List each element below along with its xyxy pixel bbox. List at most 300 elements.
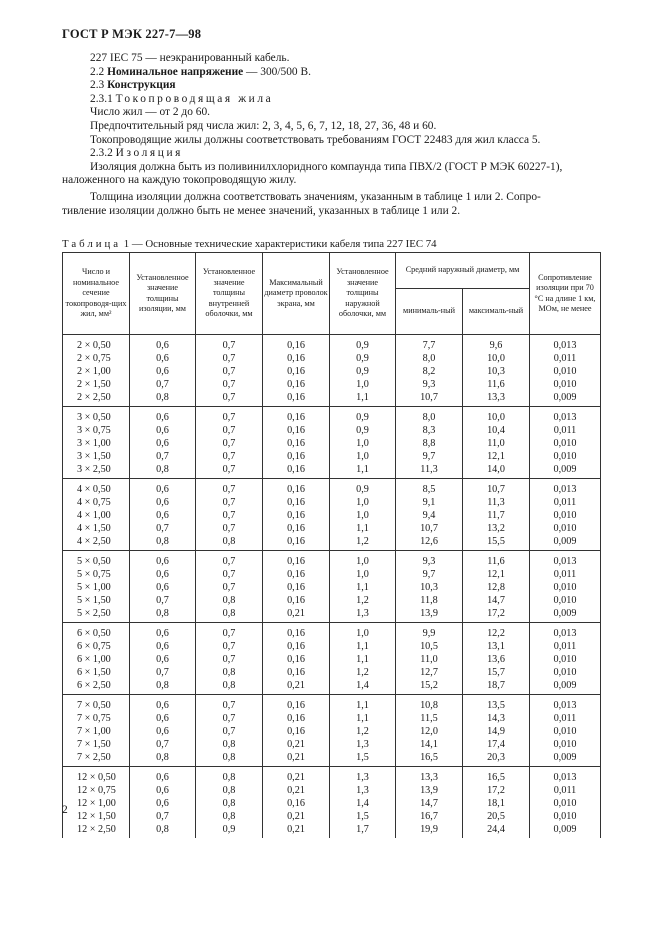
table-cell: 0,7 xyxy=(130,737,196,750)
paragraph-line: Токопроводящие жилы должны соответствовать требованиям ГОСТ 22483 для жил класса 5. xyxy=(90,133,541,146)
table-cell: 1,2 xyxy=(330,665,396,678)
table-cell: 0,7 xyxy=(130,377,196,390)
table-row xyxy=(63,623,601,640)
table-cell: 0,7 xyxy=(196,639,263,652)
table-row xyxy=(63,567,601,580)
table-cell: 0,8 xyxy=(130,750,196,767)
table-cell: 0,013 xyxy=(530,623,601,640)
table-row xyxy=(63,822,601,838)
table-cell: 5 × 0,75 xyxy=(63,567,130,580)
table-cell: 12 × 1,50 xyxy=(63,809,130,822)
table-cell: 12,8 xyxy=(463,580,530,593)
table-cell: 0,6 xyxy=(130,724,196,737)
table-cell: 0,16 xyxy=(263,364,330,377)
table-cell: 0,16 xyxy=(263,351,330,364)
table-cell: 8,2 xyxy=(396,364,463,377)
table-cell: 10,8 xyxy=(396,695,463,712)
table-cell: 0,8 xyxy=(196,593,263,606)
table-cell: 13,2 xyxy=(463,521,530,534)
table-cell: 6 × 1,50 xyxy=(63,665,130,678)
table-cell: 0,013 xyxy=(530,407,601,424)
table-cell: 0,8 xyxy=(130,822,196,838)
table-cell: 0,011 xyxy=(530,495,601,508)
table-row xyxy=(63,534,601,551)
table-cell: 0,16 xyxy=(263,495,330,508)
table-cell: 1,0 xyxy=(330,436,396,449)
table-cell: 0,21 xyxy=(263,822,330,838)
table-cell: 8,5 xyxy=(396,479,463,496)
table-row xyxy=(63,508,601,521)
table-cell: 14,1 xyxy=(396,737,463,750)
table-cell: 14,0 xyxy=(463,462,530,479)
table-cell: 4 × 0,75 xyxy=(63,495,130,508)
table-cell: 0,9 xyxy=(330,407,396,424)
table-cell: 14,3 xyxy=(463,711,530,724)
table-cell: 5 × 1,50 xyxy=(63,593,130,606)
table-cell: 10,7 xyxy=(463,479,530,496)
header-min: минималь-ный xyxy=(396,289,463,335)
table-cell: 0,6 xyxy=(130,567,196,580)
table-cell: 13,9 xyxy=(396,606,463,623)
section-text: — 300/500 В. xyxy=(243,65,311,78)
table-row xyxy=(63,737,601,750)
paragraph-line: Предпочтительный ряд числа жил: 2, 3, 4, 5, 6, 7, 12, 18, 27, 36, 48 и 60. xyxy=(90,119,437,132)
table-cell: 0,8 xyxy=(196,534,263,551)
paragraph-line: наложенного на каждую токопроводящую жилу. xyxy=(62,174,297,187)
section-number: 2.3 xyxy=(90,79,108,92)
table-cell: 0,7 xyxy=(130,521,196,534)
table-cell: 18,7 xyxy=(463,678,530,695)
table-cell: 0,6 xyxy=(130,652,196,665)
table-cell: 0,6 xyxy=(130,551,196,568)
table-cell: 1,3 xyxy=(330,783,396,796)
table-row xyxy=(63,521,601,534)
table-cell: 12,1 xyxy=(463,567,530,580)
table-row xyxy=(63,665,601,678)
table-cell: 10,0 xyxy=(463,351,530,364)
table-cell: 14,7 xyxy=(396,796,463,809)
table-cell: 0,16 xyxy=(263,796,330,809)
table-cell: 0,010 xyxy=(530,521,601,534)
table-cell: 0,010 xyxy=(530,377,601,390)
section-number: 2.3.1 xyxy=(90,92,116,105)
table-cell: 0,16 xyxy=(263,521,330,534)
table-cell: 0,7 xyxy=(130,809,196,822)
section-2-2 xyxy=(62,66,602,80)
table-cell: 0,16 xyxy=(263,462,330,479)
table-cell: 2 × 2,50 xyxy=(63,390,130,407)
table-cell: 10,7 xyxy=(396,390,463,407)
table-cell: 10,3 xyxy=(463,364,530,377)
table-cell: 0,16 xyxy=(263,652,330,665)
table-cell: 0,8 xyxy=(130,462,196,479)
page-number: 2 xyxy=(62,804,68,816)
table-cell: 0,16 xyxy=(263,711,330,724)
table-row xyxy=(63,593,601,606)
table-cell: 0,013 xyxy=(530,767,601,784)
paragraph-line: Число жил — от 2 до 60. xyxy=(90,106,211,119)
table-cell: 3 × 0,75 xyxy=(63,423,130,436)
table-cell: 0,7 xyxy=(196,423,263,436)
table-cell: 0,9 xyxy=(196,822,263,838)
table-cell: 0,010 xyxy=(530,508,601,521)
body-text xyxy=(62,52,602,218)
table-cell: 13,3 xyxy=(463,390,530,407)
table-cell: 0,16 xyxy=(263,407,330,424)
table-cell: 1,0 xyxy=(330,495,396,508)
table-cell: 0,16 xyxy=(263,724,330,737)
table-cell: 0,8 xyxy=(196,767,263,784)
table-row xyxy=(63,364,601,377)
table-cell: 0,16 xyxy=(263,580,330,593)
table-cell: 1,3 xyxy=(330,606,396,623)
table-cell: 0,21 xyxy=(263,606,330,623)
table-group-7 xyxy=(63,695,601,767)
table-cell: 1,5 xyxy=(330,750,396,767)
table-cell: 0,8 xyxy=(130,534,196,551)
table-cell: 12,1 xyxy=(463,449,530,462)
table-cell: 0,011 xyxy=(530,423,601,436)
table-cell: 0,16 xyxy=(263,335,330,352)
table-cell: 12,6 xyxy=(396,534,463,551)
table-cell: 16,5 xyxy=(463,767,530,784)
header-wire-diameter: Максимальный диаметр проволок экрана, мм xyxy=(263,253,330,335)
table-cell: 2 × 0,75 xyxy=(63,351,130,364)
header-resistance: Сопротивление изоляции при 70 °С на длине 1 км, МОм, не менее xyxy=(530,253,601,335)
table-cell: 16,7 xyxy=(396,809,463,822)
table-cell: 3 × 0,50 xyxy=(63,407,130,424)
document-header: ГОСТ Р МЭК 227-7—98 xyxy=(62,27,202,41)
table-cell: 0,010 xyxy=(530,724,601,737)
table-cell: 12,0 xyxy=(396,724,463,737)
table-cell: 1,1 xyxy=(330,652,396,665)
table-cell: 6 × 1,00 xyxy=(63,652,130,665)
table-group-2 xyxy=(63,335,601,407)
table-cell: 0,7 xyxy=(196,351,263,364)
table-cell: 0,010 xyxy=(530,665,601,678)
table-cell: 0,010 xyxy=(530,593,601,606)
table-cell: 0,7 xyxy=(130,449,196,462)
table-group-3 xyxy=(63,407,601,479)
table-cell: 0,7 xyxy=(196,652,263,665)
table-cell: 8,8 xyxy=(396,436,463,449)
table-cell: 0,009 xyxy=(530,750,601,767)
table-cell: 0,7 xyxy=(196,724,263,737)
table-cell: 14,7 xyxy=(463,593,530,606)
table-cell: 1,1 xyxy=(330,695,396,712)
table-cell: 0,16 xyxy=(263,377,330,390)
table-cell: 1,2 xyxy=(330,534,396,551)
table-cell: 0,7 xyxy=(196,364,263,377)
table-cell: 0,010 xyxy=(530,580,601,593)
table-cell: 11,0 xyxy=(463,436,530,449)
table-row xyxy=(63,407,601,424)
table-cell: 13,1 xyxy=(463,639,530,652)
table-row xyxy=(63,335,601,352)
table-cell: 2 × 1,00 xyxy=(63,364,130,377)
table-cell: 11,3 xyxy=(396,462,463,479)
table-cell: 0,013 xyxy=(530,695,601,712)
table-cell: 11,7 xyxy=(463,508,530,521)
table-cell: 17,4 xyxy=(463,737,530,750)
table-cell: 12,7 xyxy=(396,665,463,678)
table-cell: 11,6 xyxy=(463,551,530,568)
section-title: Номинальное напряжение xyxy=(107,65,244,78)
table-row xyxy=(63,767,601,784)
table-cell: 7 × 0,50 xyxy=(63,695,130,712)
table-cell: 0,7 xyxy=(196,449,263,462)
table-row xyxy=(63,796,601,809)
table-cell: 0,010 xyxy=(530,737,601,750)
table-cell: 1,0 xyxy=(330,623,396,640)
table-cell: 0,013 xyxy=(530,479,601,496)
table-cell: 0,8 xyxy=(196,750,263,767)
header-outer-sheath: Установленное значение толщины наружной оболочки, мм xyxy=(330,253,396,335)
table-cell: 0,009 xyxy=(530,678,601,695)
table-cell: 14,9 xyxy=(463,724,530,737)
table-cell: 0,6 xyxy=(130,639,196,652)
table-cell: 0,8 xyxy=(130,606,196,623)
section-2-3 xyxy=(62,79,602,93)
table-row xyxy=(63,639,601,652)
table-cell: 12,2 xyxy=(463,623,530,640)
table-cell: 0,21 xyxy=(263,750,330,767)
table-cell: 5 × 1,00 xyxy=(63,580,130,593)
table-cell: 1,3 xyxy=(330,737,396,750)
table-cell: 13,5 xyxy=(463,695,530,712)
table-cell: 0,011 xyxy=(530,567,601,580)
table-cell: 0,009 xyxy=(530,534,601,551)
table-cell: 0,7 xyxy=(196,377,263,390)
table-cell: 0,9 xyxy=(330,351,396,364)
table-row xyxy=(63,377,601,390)
table-cell: 0,6 xyxy=(130,623,196,640)
table-cell: 7 × 2,50 xyxy=(63,750,130,767)
table-cell: 0,9 xyxy=(330,335,396,352)
table-cell: 0,7 xyxy=(196,711,263,724)
table-cell: 0,6 xyxy=(130,364,196,377)
table-cell: 0,6 xyxy=(130,711,196,724)
table-cell: 9,7 xyxy=(396,449,463,462)
section-2-3-2 xyxy=(62,147,602,161)
table-cell: 12 × 0,50 xyxy=(63,767,130,784)
table-cell: 0,013 xyxy=(530,551,601,568)
table-cell: 6 × 0,50 xyxy=(63,623,130,640)
table-cell: 20,3 xyxy=(463,750,530,767)
table-cell: 0,16 xyxy=(263,567,330,580)
table-cell: 0,7 xyxy=(196,695,263,712)
table-row xyxy=(63,750,601,767)
table-cell: 0,16 xyxy=(263,593,330,606)
table-cell: 0,010 xyxy=(530,809,601,822)
table-cell: 0,16 xyxy=(263,436,330,449)
table-cell: 0,7 xyxy=(196,508,263,521)
table-cell: 0,8 xyxy=(196,665,263,678)
table-cell: 0,16 xyxy=(263,639,330,652)
table-row xyxy=(63,390,601,407)
table-cell: 1,2 xyxy=(330,593,396,606)
table-row xyxy=(63,423,601,436)
table-cell: 1,1 xyxy=(330,462,396,479)
table-cell: 12 × 0,75 xyxy=(63,783,130,796)
table-cell: 10,4 xyxy=(463,423,530,436)
table-cell: 0,6 xyxy=(130,796,196,809)
table-cell: 3 × 1,50 xyxy=(63,449,130,462)
section-number: 2.3.2 xyxy=(90,147,116,160)
table-cell: 10,5 xyxy=(396,639,463,652)
table-cell: 0,16 xyxy=(263,449,330,462)
table-cell: 11,0 xyxy=(396,652,463,665)
table-cell: 2 × 0,50 xyxy=(63,335,130,352)
table-cell: 0,8 xyxy=(130,390,196,407)
table-cell: 1,2 xyxy=(330,724,396,737)
table-cell: 15,7 xyxy=(463,665,530,678)
table-cell: 0,010 xyxy=(530,796,601,809)
table-cell: 0,009 xyxy=(530,462,601,479)
table-cell: 11,6 xyxy=(463,377,530,390)
table-cell: 0,6 xyxy=(130,436,196,449)
table-cell: 18,1 xyxy=(463,796,530,809)
table-cell: 9,6 xyxy=(463,335,530,352)
table-row xyxy=(63,462,601,479)
table-cell: 6 × 2,50 xyxy=(63,678,130,695)
table-cell: 0,8 xyxy=(196,606,263,623)
table-cell: 0,011 xyxy=(530,351,601,364)
table-cell: 0,009 xyxy=(530,606,601,623)
table-cell: 0,7 xyxy=(196,567,263,580)
table-cell: 0,16 xyxy=(263,665,330,678)
table-cell: 0,7 xyxy=(130,665,196,678)
table-cell: 0,8 xyxy=(196,809,263,822)
table-cell: 0,6 xyxy=(130,508,196,521)
table-cell: 0,7 xyxy=(196,521,263,534)
table-row xyxy=(63,479,601,496)
table-cell: 0,7 xyxy=(196,436,263,449)
table-cell: 0,7 xyxy=(130,593,196,606)
table-cell: 0,16 xyxy=(263,390,330,407)
table-row xyxy=(63,783,601,796)
table-cell: 0,6 xyxy=(130,495,196,508)
table-cell: 0,010 xyxy=(530,436,601,449)
paragraph-line: тивление изоляции должно быть не менее значений, указанных в таблице 1 или 2. xyxy=(62,204,461,217)
table-cell: 0,6 xyxy=(130,335,196,352)
table-row xyxy=(63,678,601,695)
table-cell: 9,3 xyxy=(396,551,463,568)
paragraph-line: Толщина изоляции должна соответствовать значениям, указанным в таблице 1 или 2. Сопро- xyxy=(90,190,541,203)
table-cell: 0,011 xyxy=(530,639,601,652)
table-cell: 0,6 xyxy=(130,783,196,796)
table-cell: 0,6 xyxy=(130,580,196,593)
table-cell: 4 × 1,50 xyxy=(63,521,130,534)
table-cell: 9,9 xyxy=(396,623,463,640)
table-cell: 0,9 xyxy=(330,423,396,436)
table-cell: 16,5 xyxy=(396,750,463,767)
table-cell: 0,6 xyxy=(130,767,196,784)
table-cell: 1,1 xyxy=(330,580,396,593)
section-number: 2.2 xyxy=(90,65,108,78)
table-cell: 13,9 xyxy=(396,783,463,796)
table-cell: 8,0 xyxy=(396,351,463,364)
table-cell: 0,009 xyxy=(530,390,601,407)
table-cell: 17,2 xyxy=(463,606,530,623)
table-cell: 10,3 xyxy=(396,580,463,593)
table-cell: 13,3 xyxy=(396,767,463,784)
table-caption xyxy=(62,238,437,250)
section-title: Изоляция xyxy=(115,147,183,160)
table-cell: 12 × 1,00 xyxy=(63,796,130,809)
table-cell: 11,5 xyxy=(396,711,463,724)
table-cell: 24,4 xyxy=(463,822,530,838)
table-cell: 0,7 xyxy=(196,407,263,424)
table-cell: 15,5 xyxy=(463,534,530,551)
table-cell: 0,010 xyxy=(530,449,601,462)
cable-characteristics-table xyxy=(62,252,601,838)
table-cell: 0,009 xyxy=(530,822,601,838)
table-cell: 0,013 xyxy=(530,335,601,352)
table-cell: 1,3 xyxy=(330,767,396,784)
table-cell: 11,8 xyxy=(396,593,463,606)
table-cell: 0,7 xyxy=(196,623,263,640)
table-cell: 0,7 xyxy=(196,495,263,508)
table-row xyxy=(63,436,601,449)
table-group-4 xyxy=(63,479,601,551)
table-cell: 3 × 2,50 xyxy=(63,462,130,479)
table-cell: 2 × 1,50 xyxy=(63,377,130,390)
table-cell: 7 × 0,75 xyxy=(63,711,130,724)
table-cell: 1,7 xyxy=(330,822,396,838)
paragraph-line: Изоляция должна быть из поливинилхлоридного компаунда типа ПВХ/2 (ГОСТ Р МЭК 60227-1), xyxy=(90,160,563,173)
table-cell: 6 × 0,75 xyxy=(63,639,130,652)
table-cell: 0,8 xyxy=(130,678,196,695)
table-cell: 1,0 xyxy=(330,508,396,521)
table-cell: 0,7 xyxy=(196,390,263,407)
table-cell: 0,8 xyxy=(196,678,263,695)
table-cell: 1,1 xyxy=(330,639,396,652)
table-row xyxy=(63,449,601,462)
table-cell: 7 × 1,50 xyxy=(63,737,130,750)
table-cell: 1,4 xyxy=(330,678,396,695)
table-cell: 10,0 xyxy=(463,407,530,424)
table-cell: 4 × 0,50 xyxy=(63,479,130,496)
table-cell: 0,21 xyxy=(263,809,330,822)
table-cell: 0,6 xyxy=(130,695,196,712)
table-cell: 17,2 xyxy=(463,783,530,796)
table-cell: 0,6 xyxy=(130,351,196,364)
table-cell: 0,6 xyxy=(130,479,196,496)
section-title: Токопроводящая жила xyxy=(115,92,274,105)
paragraph-line: 227 IEC 75 — неэкранированный кабель. xyxy=(90,52,290,64)
table-row xyxy=(63,711,601,724)
table-cell: 0,21 xyxy=(263,678,330,695)
table-cell: 13,6 xyxy=(463,652,530,665)
table-cell: 4 × 1,00 xyxy=(63,508,130,521)
table-cell: 0,7 xyxy=(196,479,263,496)
table-cell: 0,7 xyxy=(196,335,263,352)
table-cell: 0,8 xyxy=(196,737,263,750)
table-group-6 xyxy=(63,623,601,695)
table-cell: 7,7 xyxy=(396,335,463,352)
table-cell: 0,011 xyxy=(530,711,601,724)
table-row xyxy=(63,652,601,665)
table-cell: 9,7 xyxy=(396,567,463,580)
table-cell: 0,9 xyxy=(330,364,396,377)
table-row xyxy=(63,551,601,568)
table-cell: 0,16 xyxy=(263,534,330,551)
section-2-3-1 xyxy=(62,93,602,107)
table-cell: 5 × 2,50 xyxy=(63,606,130,623)
table-cell: 1,0 xyxy=(330,551,396,568)
table-cell: 8,3 xyxy=(396,423,463,436)
